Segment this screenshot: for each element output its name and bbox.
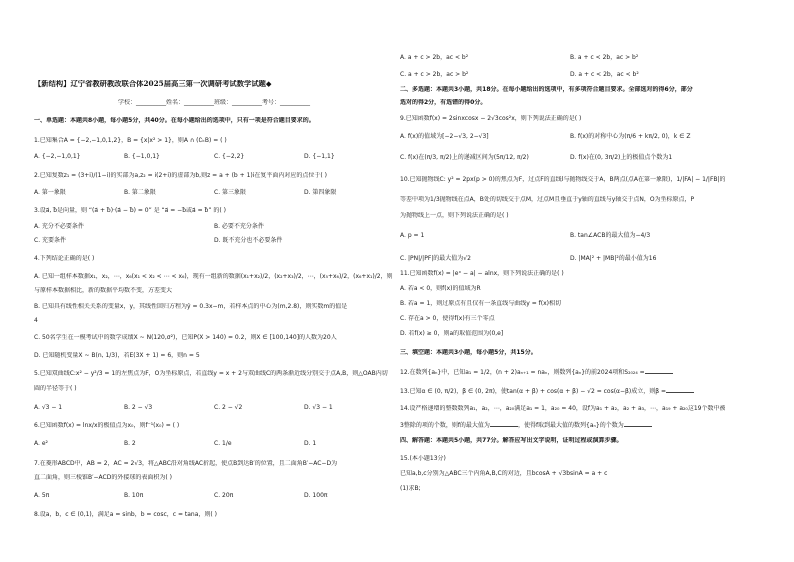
section-1-heading: 一、单选题：本题共8小题，每小题5分，共40分。在每小题给出的选项中，只有一项是符合题目要求的。 [34, 117, 315, 124]
question-1-option-a: A. {−2,−1,0,1} [34, 153, 81, 160]
question-6-option-c: C. 1/e [214, 440, 232, 447]
question-3-option-a: A. 充分不必要条件 [34, 223, 84, 230]
left-column [34, 0, 394, 562]
question-7-option-a: A. 5π [34, 492, 50, 499]
question-12-stem: 12.在数列{aₙ}中，已知a₁ = 1/2，(n + 2)aₙ₊₁ = naₙ，则数列{aₙ}的前2024项和S₂₀₂₄ = [400, 369, 645, 376]
question-15-part1: (1)求B; [400, 485, 421, 492]
question-4-option-a-line2: 与原样本数据相比，新的数据平均数不变，方差变大 [34, 287, 173, 294]
section-2-heading-line2: 选对的得2分，有选错的得0分。 [400, 99, 487, 106]
question-10-stem-line1: 10.已知抛物线C: y² = 2px(p > 0)的焦点为F，过点F的直线l与抛物线交于A，B两点(点A在第一象限)，1/|FA| − 1/|FB|的 [400, 176, 726, 183]
question-6-option-b: B. 2 [124, 440, 136, 447]
question-9-stem: 9.已知函数f(x) = 2sinxcosx − 2√3cos²x，则下列说法正确的是( ) [400, 115, 582, 122]
question-6-option-d: D. 1 [304, 440, 317, 447]
question-7-option-d: D. 100π [304, 492, 328, 499]
question-7-stem-line2: 直二面角，则三棱锥B′−ACD的外接球的表面积为( ) [34, 474, 172, 481]
question-5-option-a: A. √3 − 1 [34, 404, 63, 411]
right-column [400, 0, 760, 562]
question-8-option-a: A. a + c > 2b，ac < b² [400, 54, 469, 61]
question-5-option-d: D. √3 − 1 [304, 404, 333, 411]
question-11-option-b: B. 若a = 1，则过原点有且仅有一条直线与曲线y = f(x)相切 [400, 300, 562, 307]
question-4-option-b-line1: B. 已知具有线性相关关系的变量x，y，其线性回归方程为ŷ = 0.3x−m，若样本点的中心为(m,2.8)，则实数m的值是 [34, 303, 348, 310]
question-11-option-a: A. 若a < 0，则f(x)的值域为R [400, 285, 481, 292]
question-13-text [400, 386, 694, 395]
question-4-stem: 4.下列结论正确的是( ) [34, 255, 95, 262]
question-14-part1: 3整除的项的个数，则f的最大值为 [400, 422, 490, 429]
question-2-option-d: D. 第四象限 [304, 189, 337, 196]
question-5-option-b: B. 2 − √3 [124, 404, 153, 411]
answer-blank [490, 420, 518, 427]
question-15-stem: 已知a,b,c分别为△ABC三个内角A,B,C的对边，且bcosA + √3bsinA = a + c [400, 470, 608, 477]
section-4-heading: 四、解答题：本题共5小题，共77分。解答应写出文字说明，证明过程或演算步骤。 [400, 437, 623, 444]
section-3-heading: 三、填空题：本题共3小题，每小题5分，共15分。 [400, 349, 537, 356]
question-14-part2: ，使得f取到最大值的数列{aₙ}的个数为 [517, 422, 624, 429]
question-10-option-d: D. |MA|² + |MB|²的最小值为16 [570, 255, 657, 262]
question-3-option-c: C. 充要条件 [34, 237, 67, 244]
question-2-option-c: C. 第三象限 [214, 189, 247, 196]
question-6-option-a: A. e² [34, 440, 48, 447]
question-1-option-b: B. {−1,0,1} [124, 153, 160, 160]
answer-blank [624, 420, 652, 427]
question-8-option-d: D. a + c < 2b，ac < b² [570, 71, 639, 78]
question-11-stem: 11.已知函数f(x) = |eˣ − a| − alnx，则下列说法正确的是( ) [400, 270, 564, 277]
question-9-option-d: D. f(x)在(0, 3π/2)上的极值点个数为1 [570, 154, 673, 161]
question-14-line1: 14.设严格递增的整数数列a₁，a₂，⋯，a₂₀满足a₁ = 1，a₂₀ = 40，设f为a₁ + a₂，a₂ + a₃，⋯，a₁₉ + a₂₀这19个数中被 [400, 405, 726, 412]
section-2-heading-line1: 二、多选题：本题共3小题，共18分。在每小题给出的选项中，有多项符合题目要求。全部选对的得6分，部分 [400, 86, 693, 93]
question-3-stem: 3.设a⃗, b⃗是向量，则 “(a⃗ + b⃗)·(a⃗ − b⃗) = 0” 是 “a⃗ = −b⃗或a⃗ = b⃗” 的( ) [34, 207, 226, 214]
question-1-stem: 1.已知集合A = {−2,−1,0,1,2}，B = {x|x² > 1}，则A ∩ (∁ₖB) = ( ) [34, 137, 227, 144]
question-8-stem: 8.设a，b，c ∈ (0,1)，满足a = sinb，b = cosc，c = tana，则( ) [34, 511, 217, 518]
question-4-option-d: D. 已知随机变量X ~ B(n, 1/3)，若E(3X + 1) = 6，则n = 5 [34, 352, 200, 359]
question-12-text [400, 367, 673, 376]
question-11-option-d: D. 若f(x) ≥ 0，则a的取值范围为(0,e] [400, 330, 504, 337]
question-6-stem: 6.已知函数f(x) = lnx/x的极值点为x₀，则f⁻¹(x₀) = ( ) [34, 422, 180, 429]
question-4-option-a-line1: A. 已知一组样本数据x₁，x₂，⋯，x₆(x₁ < x₂ < ⋯ < x₆)，现有一组新的数据(x₁+x₂)/2，(x₂+x₃)/2，⋯，(x₅+x₆)/2，(x₆+x₁)/2，则 [34, 273, 393, 280]
question-7-option-c: C. 20π [214, 492, 234, 499]
question-9-option-b: B. f(x)的对称中心为(π/6 + kπ/2, 0)，k ∈ Z [570, 133, 691, 140]
question-5-stem-line1: 5.已知双曲线C:x² − y²/3 = 1的左焦点为F，O为坐标原点，若直线y = x + 2与双曲线C的两条渐近线分别交于点A,B，则△OAB内切 [34, 370, 388, 377]
question-8-option-c: C. a + c > 2b，ac > b² [400, 71, 469, 78]
question-10-stem-line3: 为抛物线上一点，则下列说法正确的是( ) [400, 212, 509, 219]
question-4-option-b-line2: 4 [34, 317, 38, 324]
question-5-option-c: C. 2 − √2 [214, 404, 243, 411]
question-2-stem: 2.已知复数z₁ = (3+i)/(1−i)的实部为a,z₂ = i(2+i)的虚部为b,则z = a + (b + 1)i在复平面内对应的点位于( ) [34, 172, 328, 179]
question-10-stem-line2: 等差中项为1/3抛物线在点A，B处的切线交于点M，过点M且垂直于y轴的直线与y轴交于点N，O为坐标原点，P [400, 196, 695, 203]
question-10-option-b: B. tan∠ACB的最大值为−4/3 [570, 232, 651, 239]
student-info-line: 学校：__________姓名：__________班级：__________考号：__________ [117, 99, 310, 106]
question-9-option-c: C. f(x)在(π/3, π/2)上的递减区间为(5π/12, π/2) [400, 154, 529, 161]
question-5-stem-line2: 圆的半径等于( ) [34, 385, 77, 392]
question-3-option-d: D. 既不充分也不必要条件 [214, 237, 283, 244]
question-10-option-c: C. |PN|/|PF|的最大值为√2 [400, 255, 471, 262]
question-15-heading: 15.(本小题13分) [400, 455, 446, 462]
question-11-option-c: C. 存在a > 0，使得f(x)有三个零点 [400, 315, 495, 322]
answer-blank [666, 386, 694, 393]
question-13-stem: 13.已知α ∈ (0, π/2)，β ∈ (0, 2π)，使tan(α + β) + cos(α + β) − √2 = cos(α−β)成立，则β = [400, 388, 666, 395]
question-14-line2 [400, 420, 652, 429]
question-7-stem-line1: 7.在菱形ABCD中，AB = 2，AC = 2√3，将△ABC沿对角线AC折起，使点B到达B′的位置，且二面角B′−AC−D为 [34, 460, 338, 467]
answer-blank [645, 367, 673, 374]
question-2-option-a: A. 第一象限 [34, 189, 66, 196]
question-1-option-d: D. {−1,1} [304, 153, 335, 160]
question-8-option-b: B. a + c < 2b，ac > b² [570, 54, 639, 61]
question-1-option-c: C. {−2,2} [214, 153, 245, 160]
question-10-option-a: A. p = 1 [400, 232, 425, 239]
question-2-option-b: B. 第二象限 [124, 189, 156, 196]
question-7-option-b: B. 10π [124, 492, 144, 499]
exam-title: 【新结构】辽宁省教研教改联合体2025届高三第一次调研考试数学试题◆ [34, 80, 272, 88]
question-3-option-b: B. 必要不充分条件 [214, 223, 264, 230]
question-4-option-c: C. 50名学生在一模考试中的数学成绩X ~ N(120,σ²)，已知P(X > 140) = 0.2，则X ∈ [100,140]的人数为20人 [34, 334, 337, 341]
question-9-option-a: A. f(x)的值域为[−2−√3, 2−√3] [400, 133, 489, 140]
